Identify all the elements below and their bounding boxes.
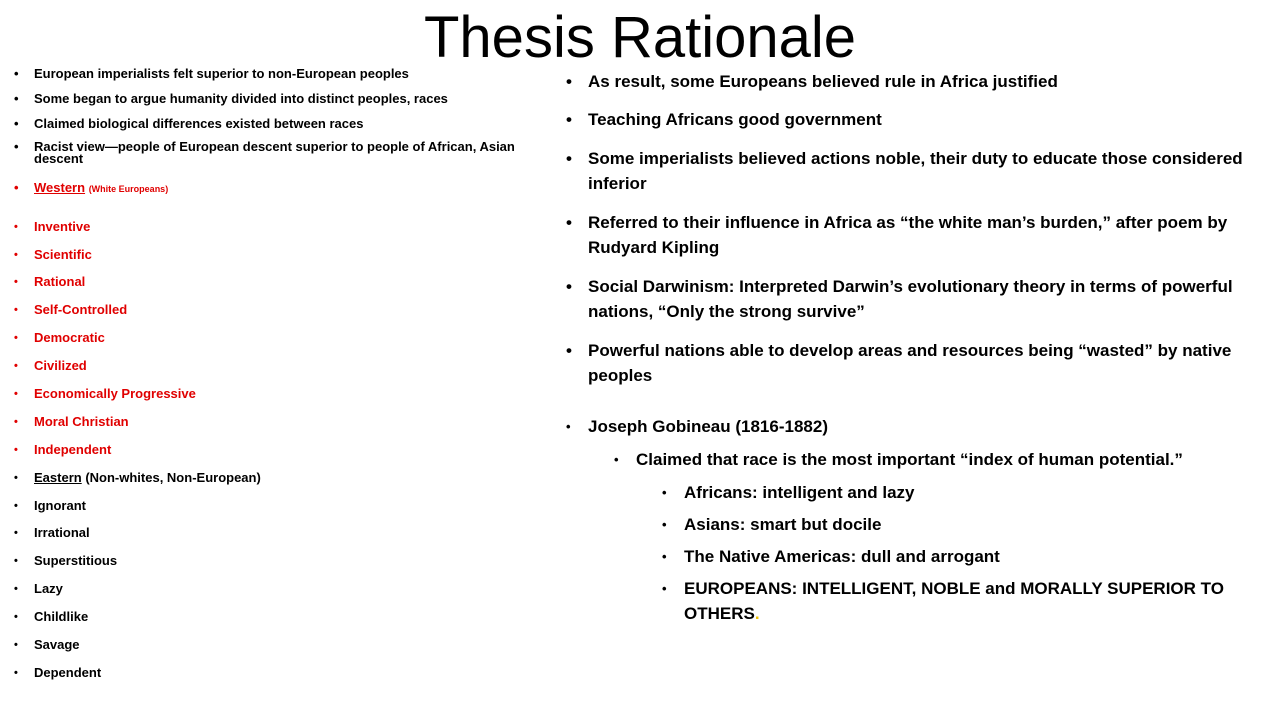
eastern-heading bbox=[34, 470, 261, 485]
gobineau-view: • The Native Americas: dull and arrogant bbox=[684, 544, 1264, 569]
eastern-label: Eastern bbox=[34, 470, 82, 485]
western-note: (White Europeans) bbox=[88, 184, 169, 194]
western-trait: • Rational bbox=[34, 274, 85, 289]
slide-title: Thesis Rationale bbox=[424, 5, 856, 70]
gobineau-view-europeans bbox=[684, 576, 1264, 626]
western-trait: • Moral Christian bbox=[34, 414, 129, 429]
rationale-point: • Social Darwinism: Interpreted Darwin’s evolutionary theory in terms of powerful nations, “Only the strong survive” bbox=[588, 274, 1278, 324]
eastern-note: (Non-whites, Non-European) bbox=[81, 470, 261, 485]
rationale-point: • Teaching Africans good government bbox=[588, 107, 1278, 132]
intro-bullet: • Some began to argue humanity divided into distinct peoples, races bbox=[34, 91, 448, 106]
rationale-point: • Referred to their influence in Africa as “the white man’s burden,” after poem by Rudyard Kipling bbox=[588, 210, 1278, 260]
rationale-point: • Some imperialists believed actions noble, their duty to educate those considered inferior bbox=[588, 146, 1278, 196]
western-trait: • Independent bbox=[34, 442, 111, 457]
intro-bullet: • Claimed biological differences existed between races bbox=[34, 116, 363, 131]
intro-bullet: • Racist view—people of European descent superior to people of African, Asian descent bbox=[34, 141, 564, 165]
gobineau-view: • Africans: intelligent and lazy bbox=[684, 480, 1264, 505]
gobineau-view: EUROPEANS: INTELLIGENT, NOBLE and MORALLY SUPERIOR TO OTHERS bbox=[684, 579, 1224, 623]
western-label: Western bbox=[34, 180, 86, 195]
gobineau-claim: • Claimed that race is the most important “index of human potential.” bbox=[636, 447, 1276, 472]
gobineau-heading: • Joseph Gobineau (1816-1882) bbox=[588, 414, 1278, 439]
western-trait: • Economically Progressive bbox=[34, 386, 196, 401]
eastern-trait: • Ignorant bbox=[34, 498, 86, 513]
western-trait: • Self-Controlled bbox=[34, 302, 127, 317]
western-trait: • Inventive bbox=[34, 219, 90, 234]
gobineau-view: • Asians: smart but docile bbox=[684, 512, 1264, 537]
rationale-point: • Powerful nations able to develop areas and resources being “wasted” by native peoples bbox=[588, 338, 1278, 388]
eastern-trait: • Irrational bbox=[34, 525, 90, 540]
western-heading bbox=[34, 180, 168, 197]
eastern-trait: • Lazy bbox=[34, 581, 63, 596]
eastern-trait: • Childlike bbox=[34, 609, 88, 624]
rationale-point: • As result, some Europeans believed rule in Africa justified bbox=[588, 69, 1278, 94]
western-trait: • Civilized bbox=[34, 358, 87, 373]
eastern-trait: • Superstitious bbox=[34, 553, 117, 568]
eastern-trait: • Savage bbox=[34, 637, 80, 652]
eastern-trait: • Dependent bbox=[34, 665, 101, 680]
intro-bullet: • European imperialists felt superior to non-European peoples bbox=[34, 66, 409, 81]
final-period: . bbox=[754, 604, 760, 623]
western-trait: • Scientific bbox=[34, 247, 92, 262]
western-trait: • Democratic bbox=[34, 330, 105, 345]
